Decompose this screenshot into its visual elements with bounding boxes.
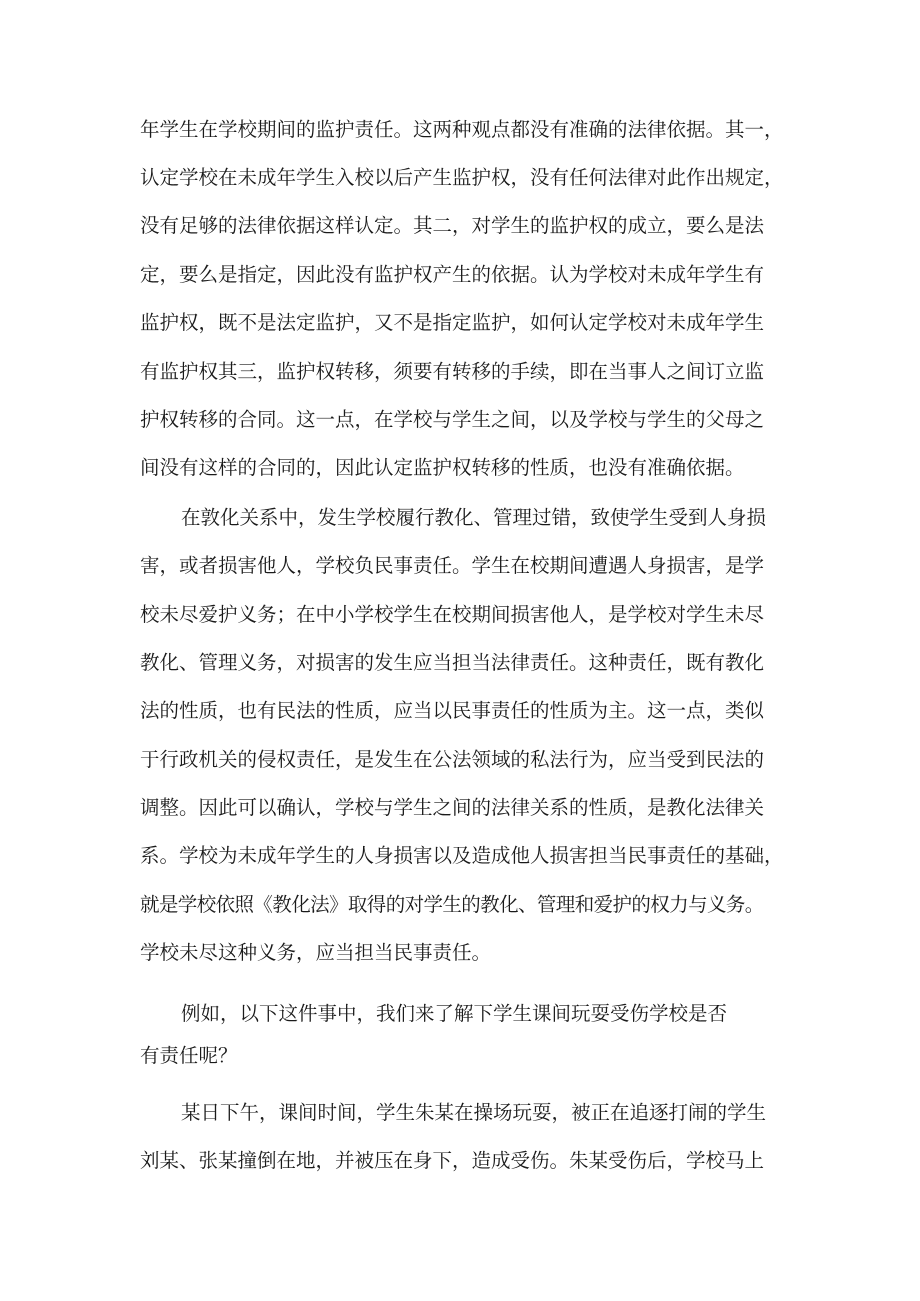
text-line: 监护权，既不是法定监护，又不是指定监护，如何认定学校对未成年学生 <box>140 311 765 334</box>
text-line: 就是学校依照《教化法》取得的对学生的教化、管理和爱护的权力与义务。 <box>140 893 764 916</box>
text-line: 认定学校在未成年学生入校以后产生监护权，没有任何法律对此作出规定， <box>140 166 784 189</box>
text-line: 害，或者损害他人，学校负民事责任。学生在校期间遭遇人身损害，是学 <box>140 554 765 577</box>
text-line: 间没有这样的合同的，因此认定监护权转移的性质，也没有准确依据。 <box>140 456 745 479</box>
text-line: 某日下午，课间时间，学生朱某在操场玩耍，被正在追逐打闹的学生 <box>181 1101 767 1124</box>
text-line: 刘某、张某撞倒在地，并被压在身下，造成受伤。朱某受伤后，学校马上 <box>140 1149 765 1172</box>
text-line: 例如，以下这件事中，我们来了解下学生课间玩耍受伤学校是否 <box>181 1002 728 1025</box>
text-line: 定，要么是指定，因此没有监护权产生的依据。认为学校对未成年学生有 <box>140 263 765 286</box>
text-line: 系。学校为未成年学生的人身损害以及造成他人损害担当民事责任的基础， <box>140 844 784 867</box>
text-line: 有责任呢？ <box>140 1044 238 1067</box>
text-line: 年学生在学校期间的监护责任。这两种观点都没有准确的法律依据。其一， <box>140 118 784 141</box>
text-line: 校未尽爱护义务；在中小学校学生在校期间损害他人，是学校对学生未尽 <box>140 603 765 626</box>
text-line: 在敦化关系中，发生学校履行教化、管理过错，致使学生受到人身损 <box>181 506 767 529</box>
text-line: 教化、管理义务，对损害的发生应当担当法律责任。这种责任，既有教化 <box>140 651 765 674</box>
text-line: 护权转移的合同。这一点，在学校与学生之间，以及学校与学生的父母之 <box>140 408 765 431</box>
text-line: 法的性质，也有民法的性质，应当以民事责任的性质为主。这一点，类似 <box>140 699 765 722</box>
text-line: 调整。因此可以确认，学校与学生之间的法律关系的性质，是教化法律关 <box>140 796 765 819</box>
text-line: 于行政机关的侵权责任，是发生在公法领域的私法行为，应当受到民法的 <box>140 748 765 771</box>
text-line: 学校未尽这种义务，应当担当民事责任。 <box>140 941 492 964</box>
text-line: 有监护权其三，监护权转移，须要有转移的手续，即在当事人之间订立监 <box>140 360 765 383</box>
text-line: 没有足够的法律依据这样认定。其二，对学生的监护权的成立，要么是法 <box>140 214 765 237</box>
